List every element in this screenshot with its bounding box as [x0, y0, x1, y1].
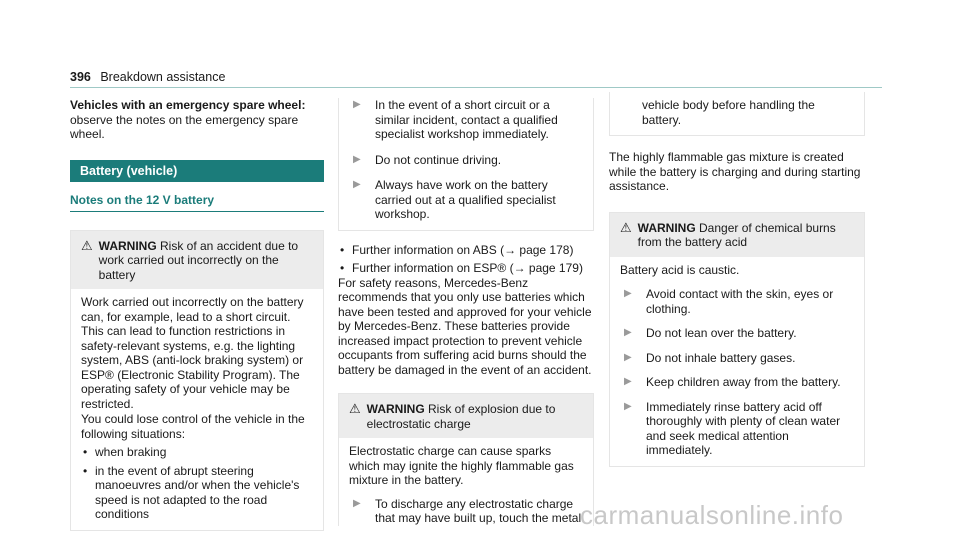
warning-label: WARNING — [98, 238, 157, 253]
step-item — [620, 400, 854, 458]
list-item — [81, 464, 313, 522]
spare-wheel-text: observe the notes on the emergency spare wheel. — [70, 112, 299, 141]
warning-box-explosion — [338, 393, 594, 526]
warning-body — [71, 289, 323, 530]
bullet-icon: • — [340, 261, 345, 275]
arrow-icon: ▶ — [624, 327, 632, 338]
battery-recommendation-paragraph: For safety reasons, Mercedes-Benz recommends that you only use batteries which have been tested and approved for your vehicle by Mercedes-Benz. These batteries provide increased impact protection to prevent vehicle occupants from suffering acid burns should the battery be damaged in the event of an accident. — [338, 275, 592, 377]
step-text: Do not inhale battery gases. — [646, 350, 796, 365]
subheading-12v-battery: Notes on the 12 V battery — [70, 193, 324, 212]
spare-wheel-heading: Vehicles with an emergency spare wheel: — [70, 98, 306, 112]
arrow-icon: ▶ — [624, 400, 632, 412]
step-item — [620, 375, 854, 390]
step-text: Immediately rinse battery acid off thoroughly with plenty of clean water and seek medical attention immediately. — [646, 399, 841, 457]
warning-box-continued — [609, 92, 865, 136]
step-item — [620, 287, 854, 316]
column-2 — [338, 92, 594, 526]
bullet-icon: • — [340, 242, 345, 257]
step-text: In the event of a short circuit or a similar incident, contact a qualified specialist workshop immediately. — [375, 98, 558, 141]
warning-triangle-icon: ⚠ — [620, 219, 632, 235]
bullet-icon: • — [83, 463, 88, 478]
step-item — [620, 351, 854, 366]
warning-label: WARNING — [637, 220, 696, 235]
arrow-icon: ▶ — [353, 179, 361, 190]
step-item — [620, 326, 854, 341]
warning-header — [71, 231, 323, 290]
gas-mixture-paragraph: The highly flammable gas mixture is created while the battery is charging and during starting assistance. — [609, 150, 861, 193]
step-text: Always have work on the battery carried out at a qualified specialist workshop. — [375, 178, 556, 221]
arrow-icon: ▶ — [624, 351, 632, 363]
step-item — [349, 497, 583, 526]
warning-body — [610, 92, 864, 135]
warning-title: Risk of explosion due to electrostatic charge — [366, 402, 556, 431]
arrow-icon: ▶ — [353, 497, 361, 509]
bullet-icon: • — [83, 445, 88, 459]
warning-title: Risk of an accident due to work carried out incorrectly on the battery — [98, 238, 299, 282]
page-header — [70, 70, 225, 84]
list-item-text: Further information on ESP® (→ page 179) — [352, 261, 583, 275]
list-item — [338, 243, 594, 258]
arrow-icon: ▶ — [353, 153, 361, 165]
warning-label: WARNING — [366, 402, 425, 416]
step-text-continued: vehicle body before handling the battery. — [642, 98, 815, 127]
step-text: Do not continue driving. — [375, 152, 502, 167]
step-text: Avoid contact with the skin, eyes or clothing. — [646, 287, 834, 316]
step-text: Do not lean over the battery. — [646, 326, 797, 340]
warning-title: Danger of chemical burns from the battery acid — [637, 220, 836, 249]
list-item — [81, 445, 313, 460]
list-item-text: in the event of abrupt steering manoeuvres and/or when the vehicle's speed is not adapted to the road conditions — [95, 463, 300, 521]
step-text: Keep children away from the battery. — [646, 375, 841, 389]
list-item-text: when braking — [95, 445, 167, 459]
list-item-text: Further information on ABS (→ page 178) — [352, 242, 574, 257]
page-number: 396 — [70, 70, 91, 84]
column-3 — [609, 92, 865, 467]
warning-heading-text — [638, 221, 854, 250]
warning-header — [610, 213, 864, 257]
warning-header — [339, 394, 593, 438]
page-header-title: Breakdown assistance — [100, 70, 226, 84]
warning-heading-text — [99, 239, 313, 283]
warning-heading-text — [367, 402, 583, 431]
warning-paragraph: Electrostatic charge can cause sparks which may ignite the highly flammable gas mixture in the battery. — [349, 444, 574, 487]
warning-triangle-icon: ⚠ — [81, 237, 93, 253]
warning-box-accident — [70, 230, 324, 531]
arrow-icon: ▶ — [624, 376, 632, 387]
header-divider — [70, 87, 882, 88]
step-item — [349, 98, 583, 142]
step-item — [349, 178, 583, 222]
step-item — [349, 153, 583, 168]
warning-paragraph: You could lose control of the vehicle in the following situations: — [81, 412, 305, 441]
warning-paragraph: Work carried out incorrectly on the battery can, for example, lead to a short circuit. This can lead to function restrictions in safety-relevant systems, e.g. the lighting system, ABS (anti-lock braking system) or ESP® (Electronic Stability Program). The operating safety of your vehicle may be restricted. — [81, 295, 304, 411]
arrow-icon: ▶ — [353, 99, 361, 110]
list-item — [338, 261, 594, 276]
warning-box-chemical-burns — [609, 212, 865, 467]
warning-triangle-icon: ⚠ — [349, 401, 361, 416]
warning-body — [339, 438, 593, 526]
column-1 — [70, 98, 324, 531]
warning-body — [610, 257, 864, 466]
step-text: To discharge any electrostatic charge that may have built up, touch the metal — [375, 496, 582, 525]
warning-body — [339, 98, 593, 230]
warning-box-continued — [338, 98, 594, 231]
section-bar-battery: Battery (vehicle) — [70, 160, 324, 183]
warning-paragraph: Battery acid is caustic. — [620, 262, 740, 277]
watermark: carmanualsonline.info — [580, 500, 844, 530]
arrow-icon: ▶ — [624, 288, 632, 299]
